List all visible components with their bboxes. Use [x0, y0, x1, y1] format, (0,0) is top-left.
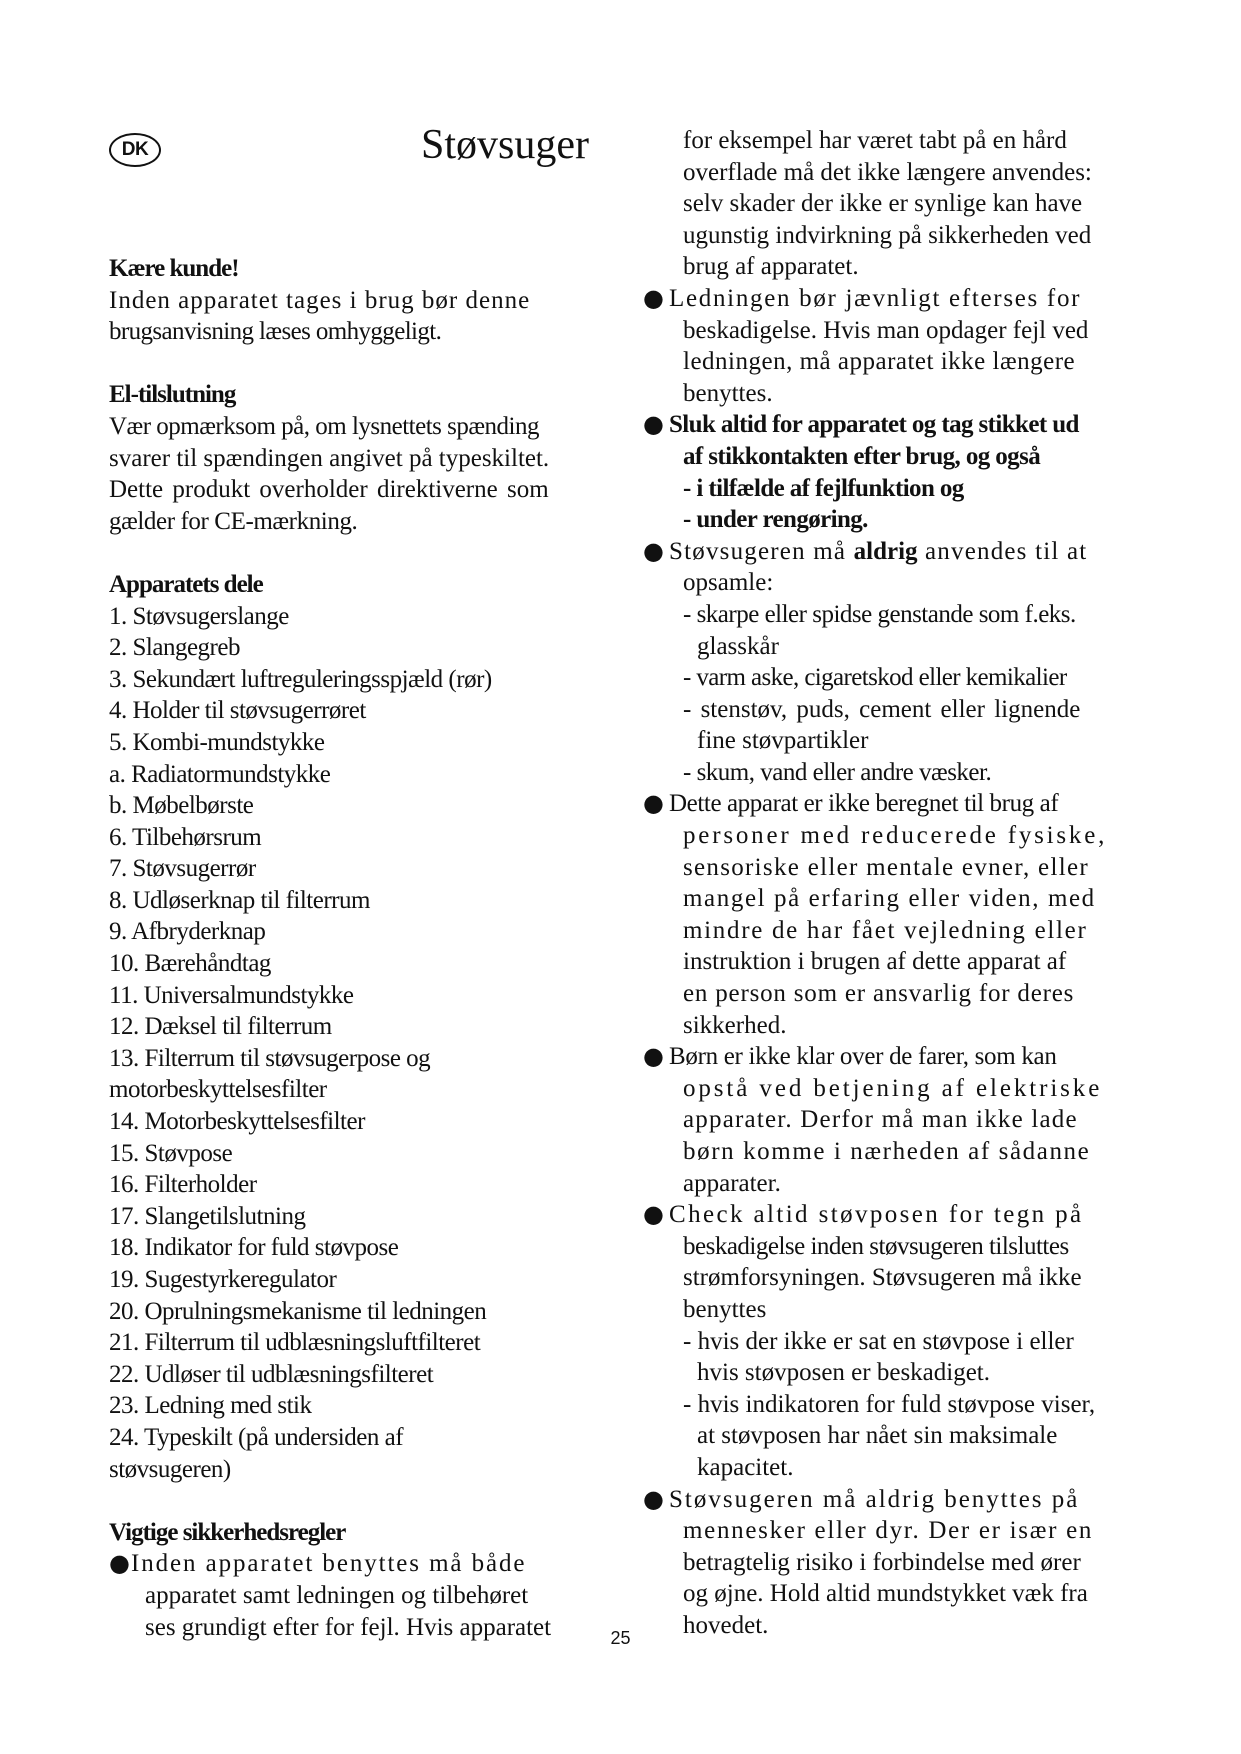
list-item: 22. Udløser til udblæsningsfilteret [109, 1360, 434, 1388]
bullet-icon: ● [643, 1200, 664, 1229]
bullet-line: betragtelig risiko i forbindelse med ører [683, 1548, 1081, 1576]
list-item: a. Radiatormundstykke [109, 760, 331, 788]
emphasis-text: aldrig [853, 537, 918, 565]
list-item: 8. Udløserknap til filterrum [109, 886, 370, 914]
electrical-line: Vær opmærksom på, om lysnettets spænding [109, 412, 539, 440]
safety-bullet [645, 409, 1143, 535]
parts-list [109, 601, 599, 1486]
bullet-icon: ● [643, 283, 664, 312]
list-item: 24. Typeskilt (på undersiden af [109, 1423, 404, 1451]
right-column [645, 125, 1143, 1642]
bullet-line: - under rengøring. [683, 506, 868, 534]
bullet-line: Check altid støvposen for tegn på [669, 1201, 1084, 1229]
bullet-text: Støvsugeren må [669, 537, 854, 565]
list-item: 23. Ledning med stik [109, 1392, 312, 1420]
list-item: 21. Filterrum til udblæsningsluftfilteret [109, 1329, 481, 1357]
bullet-line: mangel på erfaring eller viden, med [683, 885, 1096, 913]
list-item: 10. Bærehåndtag [109, 950, 271, 978]
bullet-line: beskadigelse inden støvsugeren tilsluttes [683, 1232, 1069, 1260]
electrical-line: Dette produkt overholder direktiverne som [109, 476, 549, 504]
bullet-line: Støvsugeren må aldrig benyttes på [669, 1485, 1080, 1513]
list-item: 2. Slangegreb [109, 634, 240, 662]
electrical-line: gælder for CE-mærkning. [109, 507, 358, 535]
lang-badge: DK [109, 133, 161, 167]
electrical-line: svarer til spændingen angivet på typeskiltet. [109, 444, 550, 472]
safety-bullet [645, 536, 1143, 789]
bullet-line: og øjne. Hold altid mundstykket væk fra [683, 1580, 1088, 1608]
bullet-line: - hvis der ikke er sat en støvpose i eller [683, 1327, 1074, 1355]
bullet-line: sikkerhed. [683, 1011, 787, 1039]
safety-bullet [645, 283, 1143, 409]
bullet-line: børn komme i nærheden af sådanne [683, 1138, 1091, 1165]
bullet-line: apparatet samt ledningen og tilbehøret [145, 1581, 529, 1609]
list-item: 7. Støvsugerrør [109, 855, 256, 883]
bullet-line: Ledningen bør jævnligt efterses for [669, 284, 1082, 312]
safety-bullet [645, 1484, 1143, 1642]
list-item: 17. Slangetilslutning [109, 1202, 306, 1230]
safety-heading: Vigtige sikkerhedsregler [109, 1518, 346, 1546]
safety-bullet [645, 1041, 1143, 1199]
bullet-line: brug af apparatet. [683, 253, 859, 281]
bullet-line: Inden apparatet benyttes må både [131, 1550, 527, 1578]
list-item: 13. Filterrum til støvsugerpose og [109, 1044, 431, 1072]
list-item: 4. Holder til støvsugerrøret [109, 697, 366, 725]
safety-bullet [645, 788, 1143, 1041]
bullet-line: hovedet. [683, 1611, 769, 1639]
bullet-line: benyttes [683, 1295, 767, 1323]
bullet-line: kapacitet. [697, 1453, 794, 1481]
list-item: 9. Afbryderknap [109, 918, 266, 946]
bullet-icon: ● [643, 1042, 664, 1071]
bullet-line: at støvposen har nået sin maksimale [697, 1422, 1058, 1450]
bullet-line: overflade må det ikke længere anvendes: [683, 158, 1092, 186]
bullet-line: - stenstøv, puds, cement eller lignende [683, 695, 1081, 723]
greeting-heading: Kære kunde! [109, 255, 239, 282]
list-item: 16. Filterholder [109, 1171, 257, 1199]
bullet-line: - skarpe eller spidse genstande som f.eks. [683, 600, 1076, 628]
list-item: 18. Indikator for fuld støvpose [109, 1234, 399, 1262]
bullet-line: personer med reducerede fysiske, [683, 822, 1108, 850]
bullet-line: instruktion i brugen af dette apparat af [683, 948, 1067, 976]
list-item: støvsugeren) [109, 1455, 231, 1483]
bullet-icon: ● [643, 1484, 664, 1513]
bullet-icon: ● [643, 789, 664, 818]
bullet-line: - i tilfælde af fejlfunktion og [683, 474, 964, 502]
bullet-line: benyttes. [683, 379, 773, 407]
bullet-line: - hvis indikatoren for fuld støvpose viser, [683, 1390, 1096, 1418]
list-item: 15. Støvpose [109, 1139, 233, 1167]
bullet-line: fine støvpartikler [697, 727, 869, 755]
page-number: 25 [610, 1628, 631, 1648]
bullet-line: ses grundigt efter for fejl. Hvis apparatet [145, 1613, 552, 1641]
bullet-line: beskadigelse. Hvis man opdager fejl ved [683, 316, 1089, 344]
bullet-line: apparater. [683, 1169, 781, 1197]
bullet-line [669, 536, 1143, 568]
bullet-line: glasskår [697, 632, 779, 660]
bullet-line: - skum, vand eller andre væsker. [683, 758, 992, 786]
list-item: 12. Dæksel til filterrum [109, 1013, 332, 1041]
bullet-line: hvis støvposen er beskadiget. [697, 1359, 991, 1387]
bullet-line: for eksempel har været tabt på en hård [683, 127, 1067, 154]
bullet-line: - varm aske, cigaretskod eller kemikalier [683, 664, 1067, 692]
bullet-icon: ● [643, 536, 664, 565]
list-item: motorbeskyttelsesfilter [109, 1076, 327, 1104]
bullet-line: Børn er ikke klar over de farer, som kan [669, 1043, 1057, 1071]
list-item: 3. Sekundært luftreguleringsspjæld (rør) [109, 665, 492, 693]
bullet-line: apparater. Derfor må man ikke lade [683, 1106, 1078, 1134]
list-item: 6. Tilbehørsrum [109, 823, 262, 851]
bullet-text: anvendes til at [917, 537, 1088, 565]
bullet-line: strømforsyningen. Støvsugeren må ikke [683, 1264, 1082, 1292]
bullet-line: opsamle: [683, 569, 774, 597]
bullet-line: mennesker eller dyr. Der er især en [683, 1517, 1094, 1545]
list-item: 1. Støvsugerslange [109, 602, 289, 630]
bullet-line: Dette apparat er ikke beregnet til brug af [669, 790, 1059, 818]
list-item: 14. Motorbeskyttelsesfilter [109, 1108, 365, 1136]
list-item: 19. Sugestyrkeregulator [109, 1266, 337, 1293]
electrical-heading: El-tilslutning [109, 381, 236, 409]
page-title: Støvsuger [421, 122, 589, 168]
greeting-line: brugsanvisning læses omhyggeligt. [109, 318, 442, 346]
bullet-line: ugunstig indvirkning på sikkerheden ved [683, 221, 1092, 249]
list-item: 20. Oprulningsmekanisme til ledningen [109, 1297, 487, 1325]
bullet-icon: ● [643, 410, 664, 439]
bullet-line: selv skader der ikke er synlige kan have [683, 190, 1083, 218]
list-item: b. Møbelbørste [109, 792, 254, 820]
left-column [109, 0, 599, 1643]
safety-bullet [645, 1199, 1143, 1483]
parts-heading: Apparatets dele [109, 570, 263, 598]
list-item: 5. Kombi-mundstykke [109, 728, 325, 756]
bullet-line: en person som er ansvarlig for deres [683, 980, 1075, 1008]
bullet-line: mindre de har fået vejledning eller [683, 916, 1088, 944]
greeting-line: Inden apparatet tages i brug bør denne [109, 286, 531, 314]
bullet-line: opstå ved betjening af elektriske [683, 1074, 1103, 1102]
bullet-line: ledningen, må apparatet ikke længere [683, 348, 1076, 376]
bullet-line: af stikkontakten efter brug, og også [683, 442, 1041, 470]
bullet-icon: ● [109, 1549, 130, 1578]
list-item: 11. Universalmundstykke [109, 981, 354, 1009]
bullet-line: Sluk altid for apparatet og tag stikket ud [669, 411, 1079, 439]
bullet-line: sensoriske eller mentale evner, eller [683, 853, 1089, 881]
